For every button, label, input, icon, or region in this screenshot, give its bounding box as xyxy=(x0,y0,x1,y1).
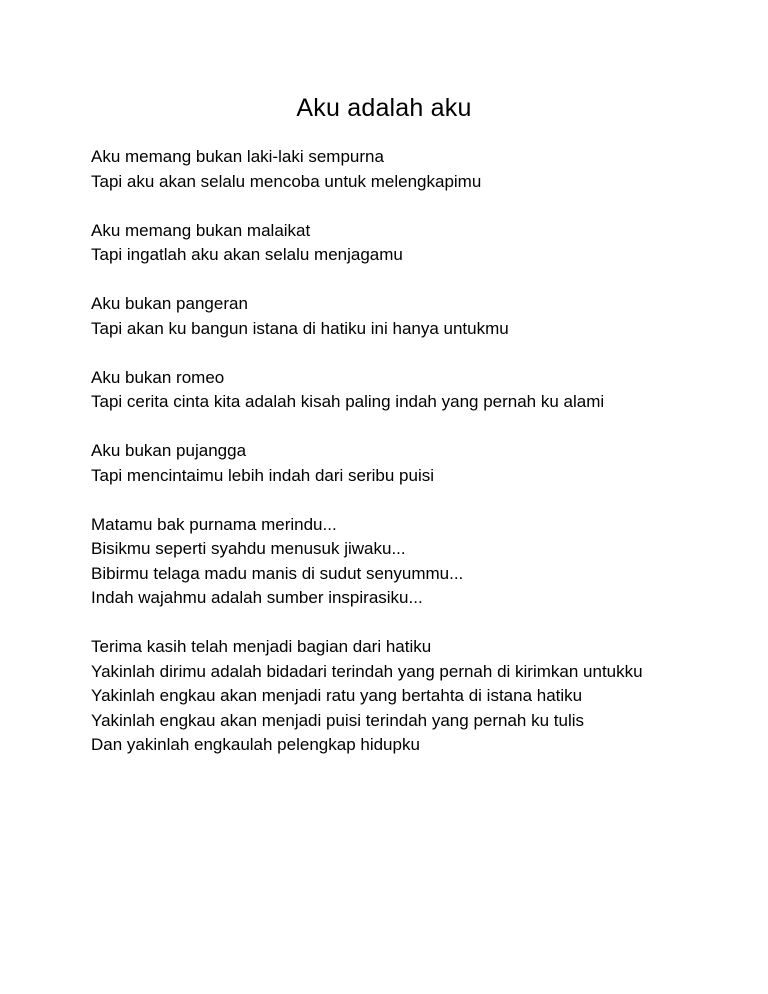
stanza-5 xyxy=(91,439,681,488)
poem-line: Indah wajahmu adalah sumber inspirasiku... xyxy=(91,588,423,607)
poem-line: Aku memang bukan laki-laki sempurna xyxy=(91,147,384,166)
poem-line: Yakinlah engkau akan menjadi ratu yang bertahta di istana hatiku xyxy=(91,686,583,705)
poem-title: Aku adalah aku xyxy=(296,94,472,122)
poem-line: Bibirmu telaga madu manis di sudut senyummu... xyxy=(91,563,464,583)
stanza-7 xyxy=(91,635,681,758)
poem-line: Tapi aku akan selalu mencoba untuk melengkapimu xyxy=(91,171,482,191)
poem-body xyxy=(91,145,681,782)
stanza-3 xyxy=(91,292,681,341)
poem-line: Bisikmu seperti syahdu menusuk jiwaku... xyxy=(91,539,406,558)
poem-line: Terima kasih telah menjadi bagian dari hatiku xyxy=(91,637,432,656)
stanza-2 xyxy=(91,219,681,268)
poem-line: Dan yakinlah engkaulah pelengkap hidupku xyxy=(91,735,420,754)
poem-line: Yakinlah dirimu adalah bidadari terindah yang pernah di kirimkan untukku xyxy=(91,661,643,681)
poem-line: Tapi ingatlah aku akan selalu menjagamu xyxy=(91,245,403,264)
poem-line: Matamu bak purnama merindu... xyxy=(91,514,337,534)
poem-line: Aku bukan pangeran xyxy=(91,294,248,313)
poem-line: Yakinlah engkau akan menjadi puisi terindah yang pernah ku tulis xyxy=(91,710,585,730)
poem-line: Tapi akan ku bangun istana di hatiku ini hanya untukmu xyxy=(91,318,509,338)
stanza-1 xyxy=(91,145,681,194)
poem-line: Aku memang bukan malaikat xyxy=(91,220,311,240)
poem-line: Tapi cerita cinta kita adalah kisah paling indah yang pernah ku alami xyxy=(91,392,605,411)
poem-line: Aku bukan pujangga xyxy=(91,441,247,460)
stanza-4 xyxy=(91,366,681,415)
poem-line: Tapi mencintaimu lebih indah dari seribu puisi xyxy=(91,465,435,485)
poem-line: Aku bukan romeo xyxy=(91,367,225,387)
stanza-6 xyxy=(91,513,681,611)
